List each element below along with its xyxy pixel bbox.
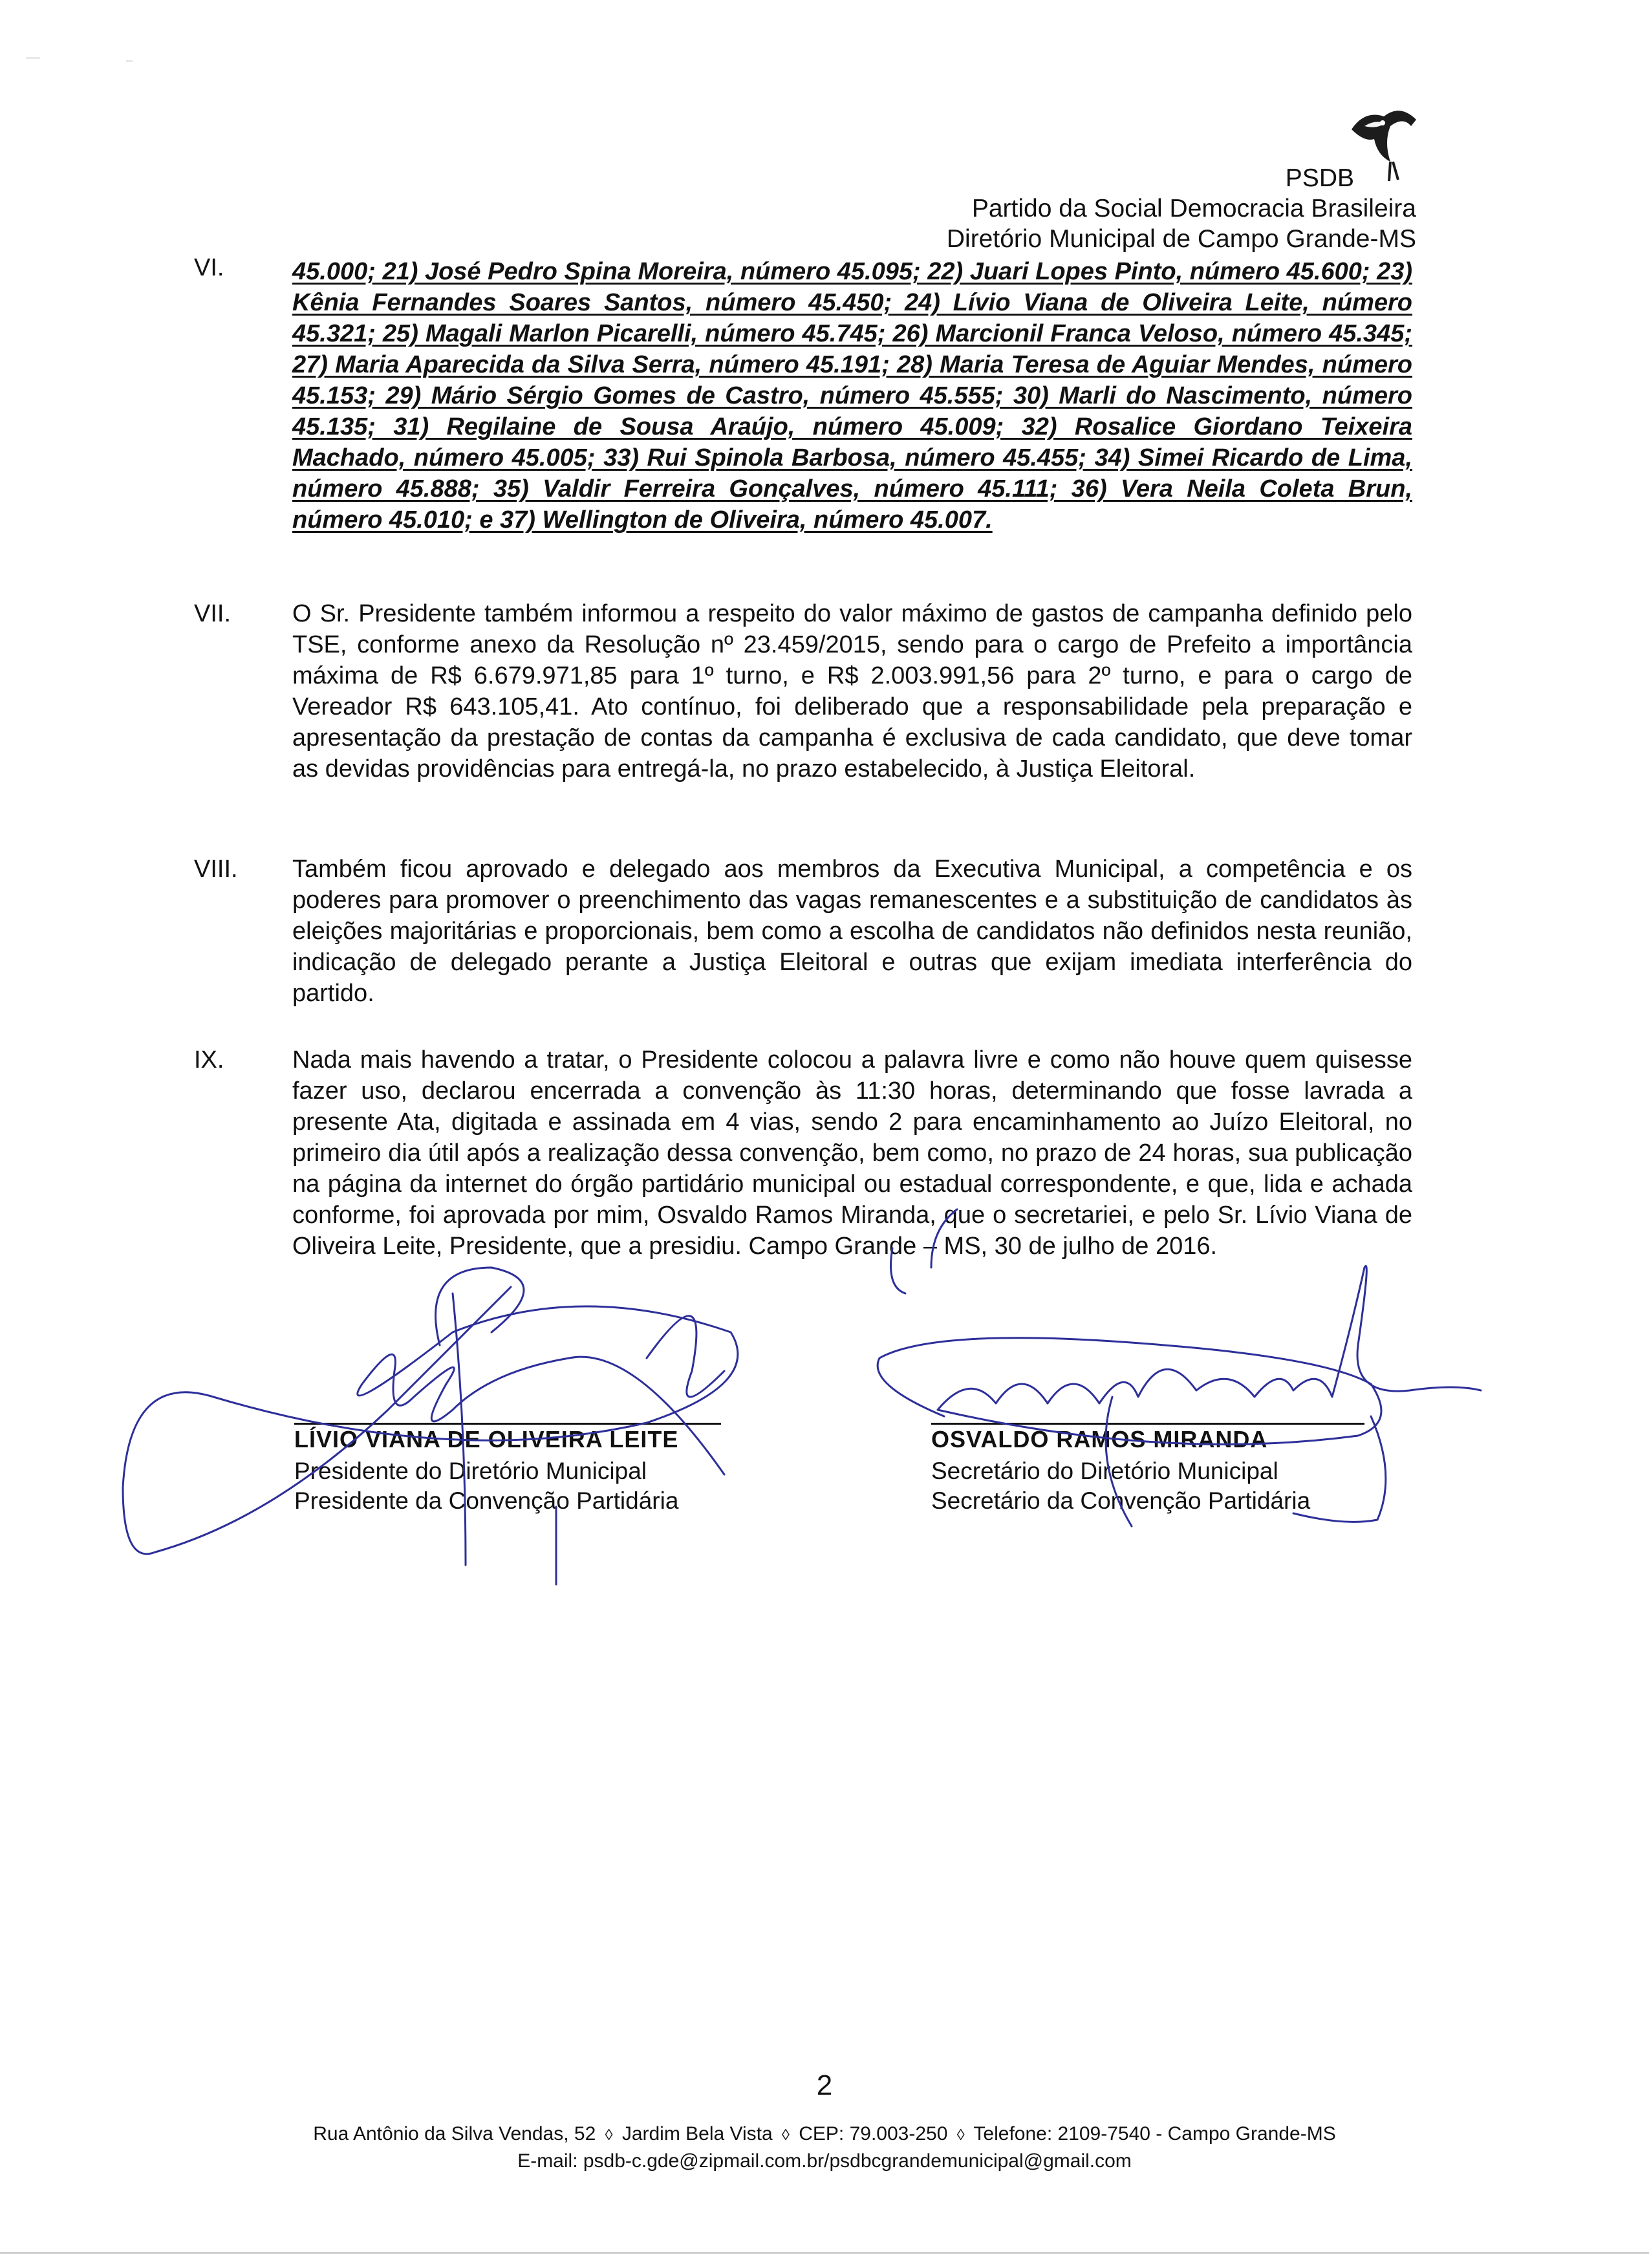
footer-phone: Telefone: 2109-7540 - Campo Grande-MS — [973, 2123, 1336, 2144]
signature-line-secretary — [931, 1423, 1364, 1425]
footer-address — [0, 2121, 1649, 2148]
footer-neighborhood: Jardim Bela Vista — [621, 2123, 773, 2144]
president-name: LÍVIO VIANA DE OLIVEIRA LEITE — [294, 1426, 679, 1453]
section-numeral: VIII. — [194, 856, 238, 883]
section-text: Também ficou aprovado e delegado aos membros da Executiva Municipal, a competência e os poderes para promover o preenchimento das vagas remanescentes e a substituição de candidatos às eleições majoritárias e proporcionais, bem como a escolha de candidatos não definidos nesta reunião, indicação de delegado perante a Justiça Eleitoral e outras que exijam imediata interferência do partido. — [292, 856, 1412, 1007]
page-edge — [0, 2252, 1649, 2254]
section-numeral: VII. — [194, 600, 232, 627]
section-numeral: IX. — [194, 1046, 224, 1074]
candidate-list: 45.000; 21) José Pedro Spina Moreira, número 45.095; 22) Juari Lopes Pinto, número 45.600; 23) Kênia Fernandes Soares Santos, número 45.450; 24) Lívio Viana de Oliveira Leite, número 45.321; 25) Magali Marlon Picarelli, número 45.745; 26) Marcionil Franca Veloso, número 45.345; 27) Maria Aparecida da Silva Serra, número 45.191; 28) Maria Teresa de Aguiar Mendes, número 45.153; 29) Mário Sérgio Gomes de Castro, número 45.555; 30) Marli do Nascimento, número 45.135; 31) Regilaine de Sousa Araújo, número 45.009; 32) Rosalice Giordano Teixeira Machado, número 45.005; 33) Rui Spinola Barbosa, número 45.455; 34) Simei Ricardo de Lima, número 45.888; 35) Valdir Ferreira Gonçalves, número 45.111; 36) Vera Neila Coleta Brun, número 45.010; e 37) Wellington de Oliveira, número 45.007. — [292, 258, 1412, 534]
party-abbreviation: PSDB — [1285, 164, 1354, 192]
footer-separator: ◊ — [956, 2126, 965, 2144]
page-number: 2 — [816, 2069, 833, 2101]
footer-separator: ◊ — [782, 2126, 790, 2144]
party-name: Partido da Social Democracia Brasileira — [971, 195, 1416, 222]
section-text: O Sr. Presidente também informou a respeito do valor máximo de gastos de campanha definido pelo TSE, conforme anexo da Resolução nº 23.459/2015, sendo para o cargo de Prefeito a importância máxima de R$ 6.679.971,85 para 1º turno, e R$ 2.003.991,56 para 2º turno, e para o cargo de Vereador R$ 643.105,41. Ato contínuo, foi deliberado que a responsabilidade pela preparação e apresentação da prestação de contas da campanha é exclusiva de cada candidato, que deve tomar as devidas providências para entregá-la, no prazo estabelecido, à Justiça Eleitoral. — [292, 600, 1412, 783]
footer — [0, 2121, 1649, 2174]
scan-mark — [26, 57, 40, 59]
footer-separator: ◊ — [605, 2126, 613, 2144]
section-numeral: VI. — [194, 254, 224, 281]
footer-street: Rua Antônio da Silva Vendas, 52 — [313, 2123, 596, 2144]
secretary-convention-role: Secretário da Convenção Partidária — [931, 1487, 1311, 1514]
secretary-signature — [878, 1266, 1481, 1445]
party-directory: Diretório Municipal de Campo Grande-MS — [946, 225, 1416, 253]
signature-line-president — [294, 1423, 721, 1425]
letterhead — [912, 163, 1416, 254]
president-convention-role: Presidente da Convenção Partidária — [294, 1487, 679, 1514]
secretary-role: Secretário do Diretório Municipal — [931, 1458, 1278, 1484]
section-text: Nada mais havendo a tratar, o Presidente colocou a palavra livre e como não houve quem quisesse fazer uso, declarou encerrada a convenção às 11:30 horas, determinando que fosse lavrada a presente Ata, digitada e assinada em 4 vias, sendo 2 para encaminhamento ao Juízo Eleitoral, no primeiro dia útil após a realização dessa convenção, bem como, no prazo de 24 horas, sua publicação na página da internet do órgão partidário municipal ou estadual correspondente, e que, lida e achada conforme, foi aprovada por mim, Osvaldo Ramos Miranda, que o secretariei, e pelo Sr. Lívio Viana de Oliveira Leite, Presidente, que a presidiu. Campo Grande – MS, 30 de julho de 2016. — [292, 1046, 1412, 1260]
footer-cep: CEP: 79.003-250 — [799, 2123, 948, 2144]
president-role: Presidente do Diretório Municipal — [294, 1458, 647, 1484]
footer-email: E-mail: psdb-c.gde@zipmail.com.br/psdbcgrandemunicipal@gmail.com — [517, 2150, 1132, 2172]
secretary-name: OSVALDO RAMOS MIRANDA — [931, 1426, 1268, 1453]
scan-mark — [126, 60, 133, 62]
